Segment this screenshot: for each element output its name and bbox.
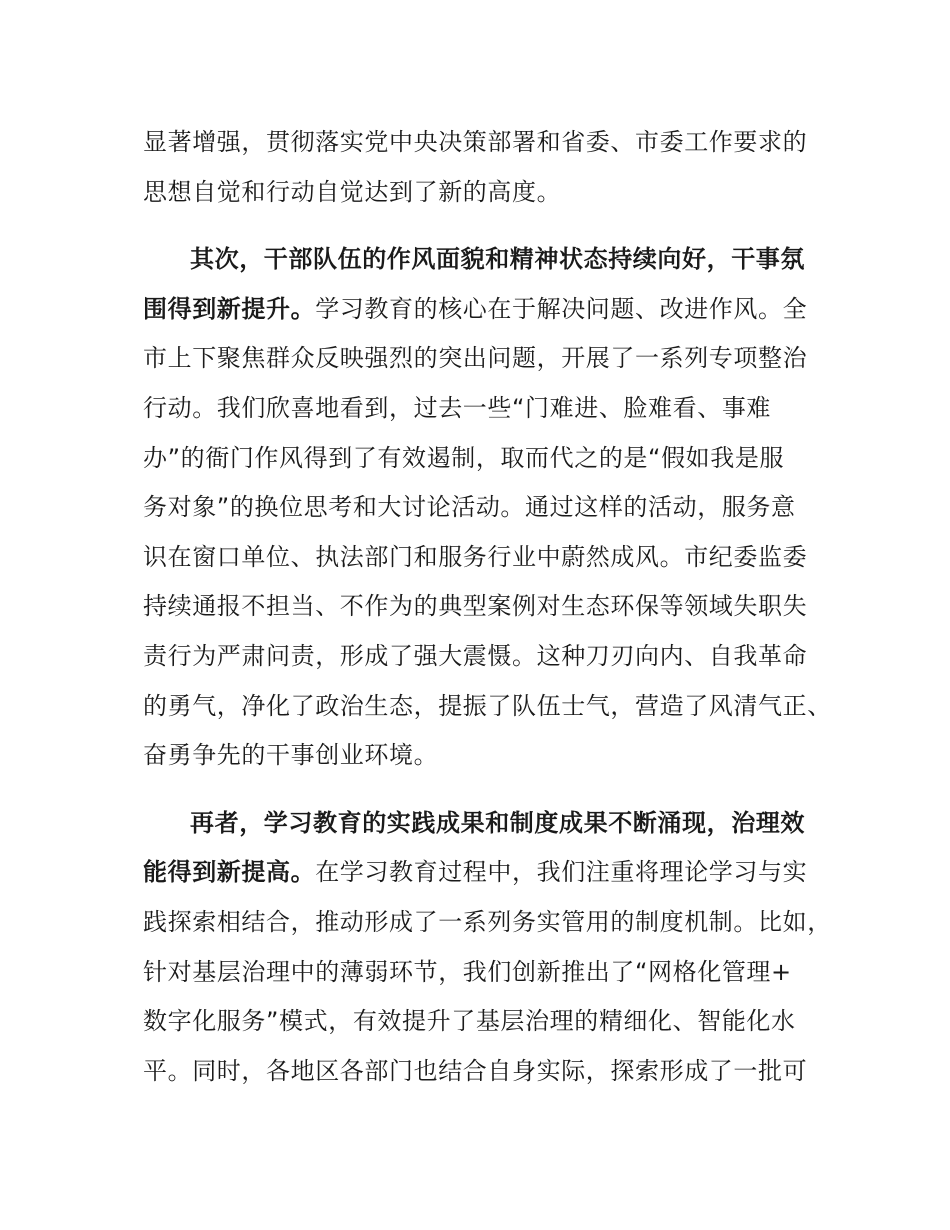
text-line xyxy=(143,731,833,781)
text-line xyxy=(143,483,833,533)
bold-heading-text: 再者，学习教育的实践成果和制度成果不断涌现，治理效 xyxy=(190,808,805,837)
document-body xyxy=(143,118,833,1114)
paragraph xyxy=(143,799,833,1097)
text-line xyxy=(143,898,833,948)
text-line xyxy=(143,235,833,285)
text-line xyxy=(143,799,833,849)
text-line xyxy=(143,533,833,583)
body-text: 针对基层治理中的薄弱环节，我们创新推出了“网格化管理+ xyxy=(143,957,792,986)
body-text: 显著增强，贯彻落实党中央决策部署和省委、市委工作要求的 xyxy=(143,128,808,156)
text-line xyxy=(143,334,833,384)
body-text: 的勇气，净化了政治生态，提振了队伍士气，营造了风清气正、 xyxy=(143,691,832,720)
body-text: 平。同时，各地区各部门也结合自身实际，探索形成了一批可 xyxy=(143,1056,808,1085)
text-line xyxy=(143,582,833,632)
paragraph xyxy=(143,118,833,217)
body-text: 行动。我们欣喜地看到，过去一些“门难进、脸难看、事难 xyxy=(143,393,772,422)
body-text: 践探索相结合，推动形成了一系列务实管用的制度机制。比如， xyxy=(143,907,832,936)
text-line xyxy=(143,997,833,1047)
text-line xyxy=(143,118,833,168)
bold-heading-text: 围得到新提升。 xyxy=(143,294,316,323)
body-text: 奋勇争先的干事创业环境。 xyxy=(143,741,439,770)
body-text: 在学习教育过程中，我们注重将理论学习与实 xyxy=(315,858,808,887)
text-line xyxy=(143,384,833,434)
text-line xyxy=(143,682,833,732)
paragraph xyxy=(143,235,833,781)
text-line xyxy=(143,285,833,335)
text-line xyxy=(143,168,833,218)
body-text: 思想自觉和行动自觉达到了新的高度。 xyxy=(143,177,562,206)
text-line xyxy=(143,632,833,682)
body-text: 数字化服务”模式，有效提升了基层治理的精细化、智能化水 xyxy=(143,1007,796,1036)
text-line xyxy=(143,1047,833,1097)
body-text: 学习教育的核心在于解决问题、改进作风。全 xyxy=(315,294,808,323)
body-text: 办”的衙门作风得到了有效遏制，取而代之的是“假如我是服 xyxy=(143,443,785,472)
bold-heading-text: 其次，干部队伍的作风面貌和精神状态持续向好，干事氛 xyxy=(190,245,805,274)
body-text: 持续通报不担当、不作为的典型案例对生态环保等领域失职失 xyxy=(143,592,808,621)
text-line xyxy=(143,434,833,484)
body-text: 务对象”的换位思考和大讨论活动。通过这样的活动，服务意 xyxy=(143,493,796,522)
body-text: 责行为严肃问责，形成了强大震慑。这种刀刃向内、自我革命 xyxy=(143,641,808,670)
body-text: 市上下聚焦群众反映强烈的突出问题，开展了一系列专项整治 xyxy=(143,344,808,373)
text-line xyxy=(143,948,833,998)
body-text: 识在窗口单位、执法部门和服务行业中蔚然成风。市纪委监委 xyxy=(143,542,808,571)
bold-heading-text: 能得到新提高。 xyxy=(143,858,316,887)
text-line xyxy=(143,848,833,898)
